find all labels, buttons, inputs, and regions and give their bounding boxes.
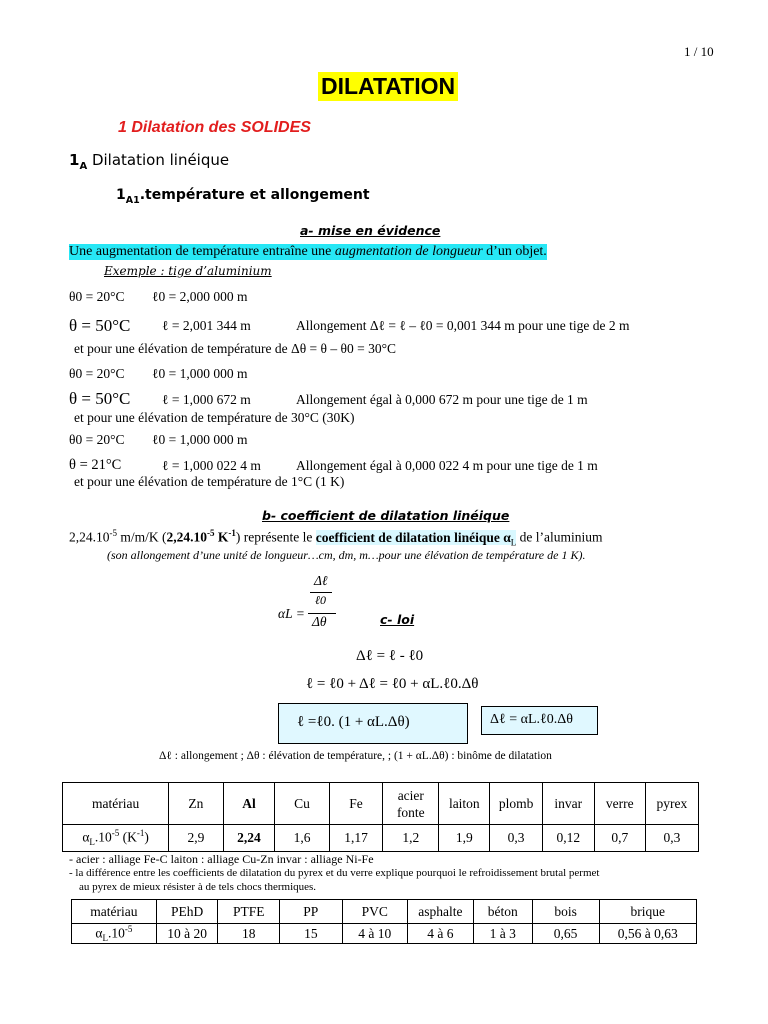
table-cell: 1,17	[329, 825, 383, 852]
section-text: Dilatation linéique	[87, 151, 230, 169]
table-row-label: $\alpha_L.10^{-5}$ $(K^{-1})$	[63, 825, 169, 852]
table-header-cell: matériau	[63, 783, 169, 825]
section-num: 1	[116, 187, 126, 203]
table-header-cell: invar	[542, 783, 594, 825]
ex1-line1-length: ℓ0 = 2,000 000 m	[152, 289, 248, 304]
expansion-table-other	[71, 899, 697, 944]
formula-box-length	[278, 703, 468, 744]
table-cell: 0,3	[645, 825, 698, 852]
coef-end: de l’aluminium	[516, 529, 603, 545]
table-cell: 15	[280, 924, 342, 944]
table-header-cell: Al	[223, 783, 275, 825]
table-row	[72, 924, 697, 944]
table-cell: 2,9	[169, 825, 223, 852]
ex3-line3: et pour une élévation de température de 1°C (1 K)	[74, 474, 345, 489]
intro-post: d’un objet.	[482, 244, 547, 259]
subheading-b	[262, 508, 509, 523]
ex3-line2-elongation: Allongement égal à 0,000 022 4 m pour une tige de 1 m	[296, 458, 598, 473]
table-cell: 18	[218, 924, 280, 944]
table-cell: 1,6	[275, 825, 329, 852]
coefficient-note: (son allongement d’une unité de longueur…cm, dm, m…pour une élévation de température de 1 K).	[107, 548, 586, 562]
table-cell: 0,65	[532, 924, 599, 944]
table-header-row	[72, 900, 697, 924]
ex2-line3: et pour une élévation de température de 30°C (30K)	[74, 410, 355, 425]
formula-numerator-bottom: ℓ0	[315, 593, 326, 607]
section-sub: A1	[125, 194, 140, 206]
table-cell: 1 à 3	[473, 924, 532, 944]
table-cell: 1,9	[439, 825, 490, 852]
ex1-line2-length: ℓ = 2,001 344 m	[162, 318, 251, 333]
table-header-cell: bois	[532, 900, 599, 924]
table-header-cell: PVC	[342, 900, 407, 924]
section-1a-heading	[69, 151, 229, 172]
table-header-cell	[383, 783, 439, 825]
ex1-line3: et pour une élévation de température de Δθ = θ – θ0 = 30°C	[74, 341, 396, 356]
formula-alpha-label: αL =	[278, 606, 305, 621]
table-header-cell: pyrex	[645, 783, 698, 825]
table-row-label: $\alpha_L.10^{-5}$	[72, 924, 157, 944]
example-label: Exemple : tige d’aluminium	[104, 264, 272, 278]
coef-bold-exp: -5	[207, 528, 215, 538]
table-header-cell: plomb	[490, 783, 542, 825]
coef-highlight	[315, 529, 517, 548]
table-row	[63, 825, 699, 852]
subheading-text: c- loi	[380, 612, 415, 627]
ex2-line1-length: ℓ0 = 1,000 000 m	[152, 366, 248, 381]
ex3-line2-theta: θ = 21°C	[69, 457, 122, 473]
subheading-text: a- mise en évidence	[300, 223, 441, 238]
table-header-cell: Fe	[329, 783, 383, 825]
formula-numerator-top: Δℓ	[314, 573, 328, 588]
table-cell: 0,56 à 0,63	[599, 924, 696, 944]
intro-pre: Une augmentation de température entraîne une	[69, 244, 335, 259]
section-sub: A	[79, 161, 88, 172]
coef-bold-unit: K	[214, 529, 229, 545]
table-cell: 4 à 10	[342, 924, 407, 944]
section-text: .température et allongement	[139, 187, 370, 203]
expansion-table-metals	[62, 782, 699, 852]
subheading-text: b- coefficient de dilatation linéique	[262, 508, 510, 523]
table-cell: 0,3	[490, 825, 542, 852]
table-cell: 4 à 6	[407, 924, 473, 944]
section-num: 1	[69, 151, 80, 169]
formula-box-elongation-text: Δℓ = αL.ℓ0.Δθ	[490, 712, 573, 727]
coef-mid: m/m/K (	[117, 529, 167, 545]
table-header-cell: verre	[594, 783, 645, 825]
coef-exp: -5	[109, 528, 117, 538]
ex1-line1-theta: θ0 = 20°C	[69, 289, 125, 304]
table-header-cell: asphalte	[407, 900, 473, 924]
note-line-1: - la différence entre les coefficients de dilatation du pyrex et du verre explique pourquoi le refroidissement brutal permet	[69, 867, 600, 879]
table-cell: 0,12	[542, 825, 594, 852]
table-cell: 2,24	[223, 825, 275, 852]
ex3-line2-length: ℓ = 1,000 022 4 m	[162, 458, 261, 473]
ex3-line1-length: ℓ0 = 1,000 000 m	[152, 432, 248, 447]
subheading-a	[300, 223, 440, 238]
table-header-cell: PTFE	[218, 900, 280, 924]
law-1: Δℓ = ℓ - ℓ0	[356, 648, 424, 664]
table-header-cell: Cu	[275, 783, 329, 825]
table-cell: 0,7	[594, 825, 645, 852]
formula-box-length-text: ℓ =ℓ0. (1 + αL.Δθ)	[297, 714, 410, 730]
coef-bold: 2,24.10	[166, 529, 207, 545]
coef-hl-text: coefficient de dilatation linéique α	[315, 529, 511, 545]
ex1-line2-theta: θ = 50°C	[69, 316, 131, 335]
section-1-heading: 1 Dilatation des SOLIDES	[118, 119, 311, 136]
coef-bold-unit-exp: -1	[228, 528, 236, 538]
ex3-line1-theta: θ0 = 20°C	[69, 432, 125, 447]
alloys-line: - acier : alliage Fe-C laiton : alliage Cu-Zn invar : alliage Ni-Fe	[69, 852, 374, 866]
table-header-cell: PP	[280, 900, 342, 924]
ex2-line1-theta: θ0 = 20°C	[69, 366, 125, 381]
ex2-line2-length: ℓ = 1,000 672 m	[162, 392, 251, 407]
table-header-row	[63, 783, 699, 825]
table-cell: 10 à 20	[156, 924, 218, 944]
table-header-cell: matériau	[72, 900, 157, 924]
table-cell: 1,2	[383, 825, 439, 852]
formula-box-elongation	[481, 706, 598, 735]
law-2: ℓ = ℓ0 + Δℓ = ℓ0 + αL.ℓ0.Δθ	[306, 676, 479, 692]
intro-em: augmentation de longueur	[334, 244, 483, 259]
table-header-cell: brique	[599, 900, 696, 924]
table-header-cell: laiton	[439, 783, 490, 825]
formula-denominator: Δθ	[312, 614, 327, 629]
legend-line: Δℓ : allongement ; Δθ : élévation de température, ; (1 + αL.Δθ) : binôme de dilatation	[159, 750, 552, 762]
section-1a1-heading	[116, 187, 370, 206]
page-number: 1 / 10	[684, 44, 714, 59]
coefficient-sentence	[69, 528, 602, 547]
page-title: DILATATION	[318, 72, 458, 101]
ex1-line2-elongation: Allongement Δℓ = ℓ – ℓ0 = 0,001 344 m pour une tige de 2 m	[296, 318, 630, 333]
ex2-line2-elongation: Allongement égal à 0,000 672 m pour une tige de 1 m	[296, 392, 588, 407]
subheading-c	[380, 612, 414, 627]
note-line-2: au pyrex de mieux résister à de tels chocs thermiques.	[79, 881, 317, 893]
table-header-cell: béton	[473, 900, 532, 924]
table-header-text: acier fonte	[396, 787, 425, 820]
coef-after: ) représente le	[235, 529, 316, 545]
intro-sentence	[69, 244, 547, 260]
table-header-cell: PEhD	[156, 900, 218, 924]
ex2-line2-theta: θ = 50°C	[69, 389, 131, 408]
coef-hl-sub: L	[510, 537, 517, 548]
coef-pre: 2,24.10	[69, 529, 110, 545]
table-header-cell: Zn	[169, 783, 223, 825]
